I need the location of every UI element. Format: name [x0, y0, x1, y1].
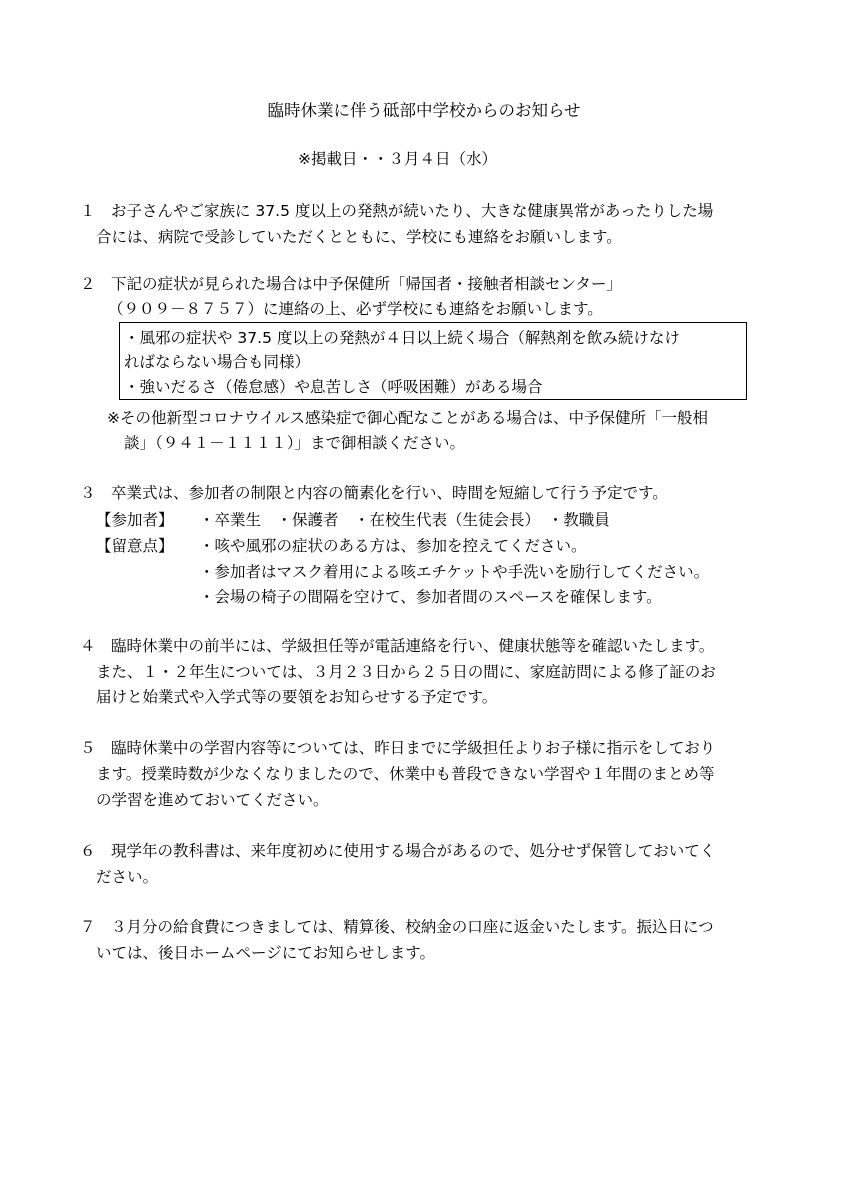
- section-4-line-3: 届けと始業式や入学式等の要領をお知らせする予定です。: [96, 688, 498, 706]
- section-2-line-1: ２ 下記の症状が見られた場合は中予保健所「帰国者・接触者相談センター」: [80, 275, 622, 293]
- section-3-line-1: ３ 卒業式は、参加者の制限と内容の簡素化を行い、時間を短縮して行う予定です。: [80, 484, 668, 502]
- posted-date: ※掲載日・・３月４日（水）: [298, 150, 497, 168]
- notice-title: 臨時休業に伴う砥部中学校からのお知らせ: [267, 101, 581, 120]
- section-2-note-line-2: 談」（９４１－１１１１）」まで御相談ください。: [124, 434, 466, 452]
- section-5-line-3: の学習を進めておいてください。: [96, 791, 329, 809]
- note-1: ・咳や風邪の症状のある方は、参加を控えてください。: [199, 537, 587, 555]
- section-1-line-1: １ お子さんやご家族に 37.5 度以上の発熱が続いたり、大きな健康異常があったりした場: [80, 202, 714, 220]
- symptoms-box-line-3: ・強いだるさ（倦怠感）や息苦しさ（呼吸困難）がある場合: [124, 378, 543, 396]
- symptoms-box-line-2: ればならない場合も同様）: [124, 353, 311, 371]
- participants-label: 【参加者】: [96, 511, 174, 529]
- section-1-line-2: 合には、病院で受診していただくとともに、学校にも連絡をお願いします。: [96, 228, 622, 246]
- section-5-line-2: ます。授業時数が少なくなりましたので、休業中も普段できない学習や１年間のまとめ等: [96, 765, 715, 783]
- section-6-line-1: ６ 現学年の教科書は、来年度初めに使用する場合があるので、処分せず保管しておいてく: [80, 842, 716, 860]
- note-2: ・参加者はマスク着用による咳エチケットや手洗いを励行してください。: [199, 563, 710, 581]
- section-2-note-line-1: ※その他新型コロナウイルス感染症で御心配なことがある場合は、中予保健所「一般相: [107, 409, 709, 427]
- participants-list: ・卒業生 ・保護者 ・在校生代表（生徒会長） ・教職員: [199, 511, 610, 529]
- section-7-line-2: いては、後日ホームページにてお知らせします。: [96, 944, 435, 962]
- section-5-line-1: ５ 臨時休業中の学習内容等については、昨日までに学級担任よりお子様に指示をしており: [80, 739, 716, 757]
- notes-label: 【留意点】: [96, 537, 174, 555]
- section-7-line-1: ７ ３月分の給食費につきましては、精算後、校納金の口座に返金いたします。振込日につ: [80, 918, 714, 936]
- symptoms-box-line-1: ・風邪の症状や 37.5 度以上の発熱が４日以上続く場合（解熱剤を飲み続けなけ: [124, 329, 680, 347]
- note-3: ・会場の椅子の間隔を空けて、参加者間のスペースを確保します。: [199, 588, 662, 606]
- section-4-line-2: また、１・２年生については、３月２３日から２５日の間に、家庭訪問による修了証のお: [96, 663, 716, 681]
- section-2-line-2: （９０９－８７５７）に連絡の上、必ず学校にも連絡をお願いします。: [108, 300, 603, 318]
- section-4-line-1: ４ 臨時休業中の前半には、学級担任等が電話連絡を行い、健康状態等を確認いたします。: [80, 637, 715, 655]
- section-6-line-2: ださい。: [96, 868, 159, 886]
